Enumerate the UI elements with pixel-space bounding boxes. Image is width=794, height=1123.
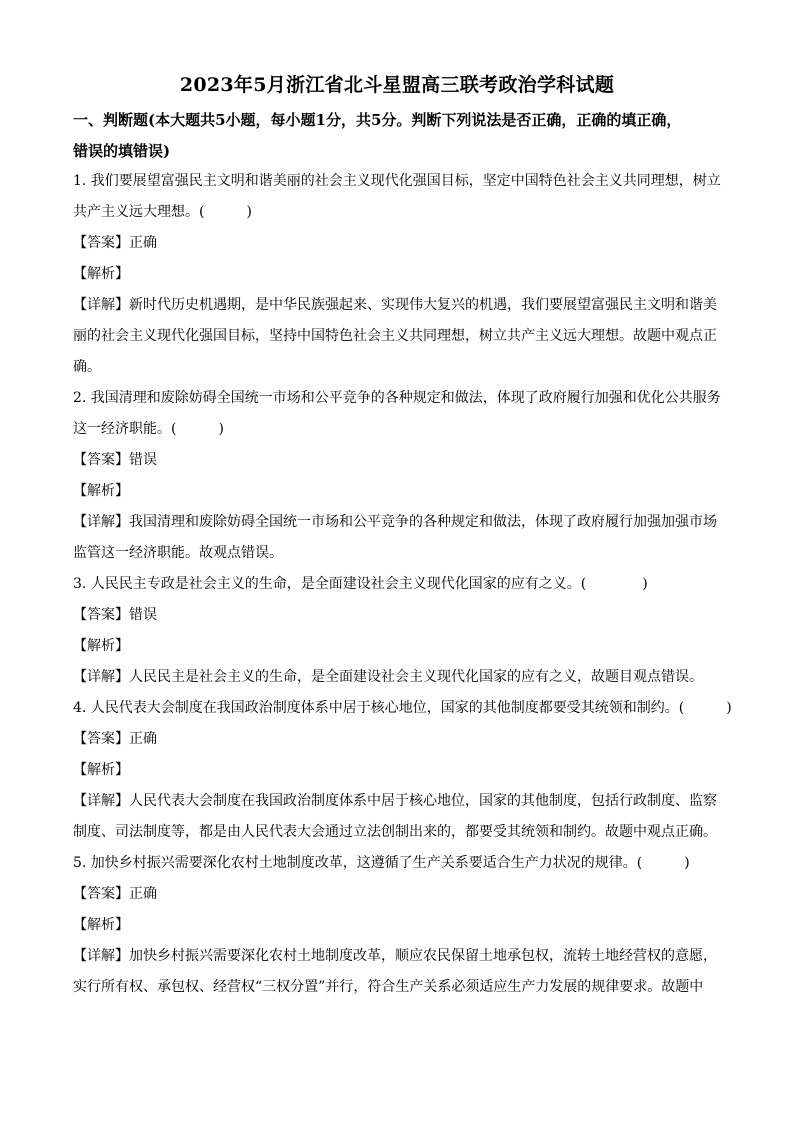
- analysis-tag: 【解析】: [73, 638, 129, 654]
- section-heading: [73, 105, 733, 167]
- question-text: 3. 人民民主专政是社会主义的生命，是全面建设社会主义现代化国家的应有之义。( ): [73, 576, 648, 592]
- detail-text: 我国清理和废除妨碍全国统一市场和公平竞争的各种规定和做法，体现了政府履行加强加强市场: [129, 514, 717, 530]
- question-item: [73, 569, 733, 693]
- detail-text: 人民民主是社会主义的生命，是全面建设社会主义现代化国家的应有之义，故题目观点错误。: [129, 669, 703, 685]
- detail-tag: 【详解】: [73, 669, 129, 685]
- detail-text: 人民代表大会制度在我国政治制度体系中居于核心地位，国家的其他制度，包括行政制度、监察: [129, 793, 717, 809]
- question-item: [73, 848, 733, 1003]
- question-list: [73, 166, 733, 1003]
- question-text: 5. 加快乡村振兴需要深化农村土地制度改革，这遵循了生产关系要适合生产力状况的规律。( ): [73, 855, 690, 871]
- question-item: [73, 693, 733, 848]
- detail-row: [73, 941, 733, 972]
- answer-tag: 【答案】: [73, 886, 129, 902]
- answer-value: 错误: [129, 607, 157, 623]
- detail-row: [73, 662, 733, 693]
- answer-value: 正确: [129, 235, 157, 251]
- answer-tag: 【答案】: [73, 731, 129, 747]
- answer-row: [73, 228, 733, 259]
- question-text: 4. 人民代表大会制度在我国政治制度体系中居于核心地位，国家的其他制度都要受其统领和制约。( ): [73, 700, 732, 716]
- answer-tag: 【答案】: [73, 607, 129, 623]
- detail-row: [73, 290, 733, 321]
- section-heading-line: 错误的填错误): [73, 142, 171, 160]
- analysis-tag: 【解析】: [73, 483, 129, 499]
- detail-row: [73, 786, 733, 817]
- answer-row: [73, 724, 733, 755]
- answer-row: [73, 600, 733, 631]
- section-heading-line: 一、判断题(本大题共5小题，每小题1分，共5分。判断下列说法是否正确，正确的填正确，: [73, 111, 682, 129]
- question-text: 2. 我国清理和废除妨碍全国统一市场和公平竞争的各种规定和做法，体现了政府履行加强和优化公共服务: [73, 390, 721, 406]
- detail-text: 新时代历史机遇期，是中华民族强起来、实现伟大复兴的机遇，我们要展望富强民主文明和谐美: [129, 297, 717, 313]
- detail-tag: 【详解】: [73, 793, 129, 809]
- detail-text: 丽的社会主义现代化强国目标，坚持中国特色社会主义共同理想，树立共产主义远大理想。故题中观点正: [73, 328, 717, 344]
- analysis-tag: 【解析】: [73, 266, 129, 282]
- question-text: 这一经济职能。( ): [73, 421, 224, 437]
- question-item: [73, 383, 733, 569]
- question-text: 1. 我们要展望富强民主文明和谐美丽的社会主义现代化强国目标，坚定中国特色社会主义共同理想，树立: [73, 173, 721, 189]
- answer-value: 错误: [129, 452, 157, 468]
- detail-tag: 【详解】: [73, 948, 129, 964]
- analysis-tag: 【解析】: [73, 762, 129, 778]
- answer-row: [73, 445, 733, 476]
- detail-text: 确。: [73, 359, 101, 375]
- question-item: [73, 166, 733, 383]
- detail-tag: 【详解】: [73, 514, 129, 530]
- answer-row: [73, 879, 733, 910]
- detail-text: 实行所有权、承包权、经营权“三权分置”并行，符合生产关系必须适应生产力发展的规律要求。故题中: [73, 979, 704, 995]
- page-title: 2023年5月浙江省北斗星盟高三联考政治学科试题: [179, 74, 615, 96]
- question-text: 共产主义远大理想。( ): [73, 204, 252, 220]
- answer-tag: 【答案】: [73, 235, 129, 251]
- answer-value: 正确: [129, 886, 157, 902]
- detail-text: 监管这一经济职能。故观点错误。: [73, 545, 283, 561]
- detail-tag: 【详解】: [73, 297, 129, 313]
- answer-value: 正确: [129, 731, 157, 747]
- analysis-tag: 【解析】: [73, 917, 129, 933]
- detail-text: 制度、司法制度等，都是由人民代表大会通过立法创制出来的，都要受其统领和制约。故题中观点正确。: [73, 824, 717, 840]
- answer-tag: 【答案】: [73, 452, 129, 468]
- detail-row: [73, 507, 733, 538]
- detail-text: 加快乡村振兴需要深化农村土地制度改革，顺应农民保留土地承包权，流转土地经营权的意愿，: [129, 948, 717, 964]
